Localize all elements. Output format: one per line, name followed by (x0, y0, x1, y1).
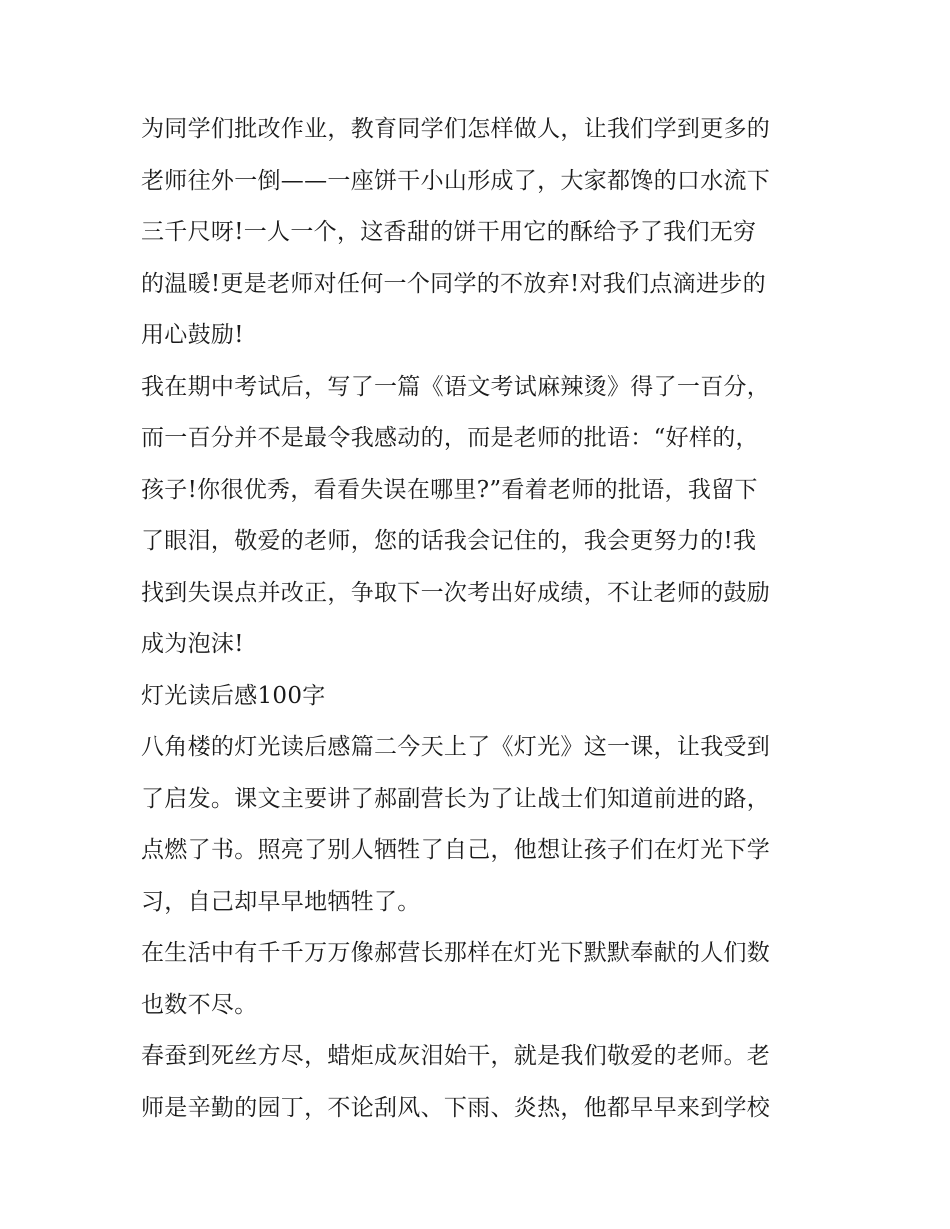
text-line: 孩子!你很优秀，看看失误在哪里?”看着老师的批语，我留下 (141, 476, 758, 503)
text-line: 为同学们批改作业，教育同学们怎样做人，让我们学到更多的 (141, 116, 771, 142)
text-line: 了启发。课文主要讲了郝副营长为了让战士们知道前进的路， (141, 785, 771, 812)
text-line: 习，自己却早早地牺牲了。 (141, 888, 421, 915)
text-line: 在生活中有千千万万像郝营长那样在灯光下默默奉献的人们数 (141, 940, 771, 966)
text-line: 春蚕到死丝方尽，蜡炬成灰泪始干，就是我们敬爱的老师。老 (141, 1043, 771, 1069)
text-line: 八角楼的灯光读后感篇二今天上了《灯光》这一课，让我受到 (141, 734, 771, 760)
text-line: 用心鼓励! (141, 322, 244, 348)
text-line: 而一百分并不是最令我感动的，而是老师的批语：“好样的， (141, 425, 759, 451)
body-text (141, 104, 831, 1134)
section-heading: 灯光读后感100字 (141, 682, 326, 709)
text-line: 我在期中考试后，写了一篇《语文考试麻辣烫》得了一百分， (141, 373, 771, 400)
text-line: 也数不尽。 (141, 991, 258, 1018)
text-line: 三千尺呀!一人一个，这香甜的饼干用它的酥给予了我们无穷 (141, 219, 757, 245)
text-line: 找到失误点并改正，争取下一次考出好成绩，不让老师的鼓励 (141, 579, 771, 606)
text-line: 成为泡沫! (141, 631, 244, 657)
text-line: 老师往外一倒——一座饼干小山形成了，大家都馋的口水流下 (141, 167, 771, 194)
text-line: 的温暖!更是老师对任何一个同学的不放弃!对我们点滴进步的 (141, 270, 766, 297)
text-line: 了眼泪，敬爱的老师，您的话我会记住的，我会更努力的!我 (141, 528, 757, 554)
text-line: 师是辛勤的园丁，不论刮风、下雨、炎热，他都早早来到学校 (141, 1094, 771, 1121)
text-line: 点燃了书。照亮了别人牺牲了自己，他想让孩子们在灯光下学 (141, 837, 771, 863)
